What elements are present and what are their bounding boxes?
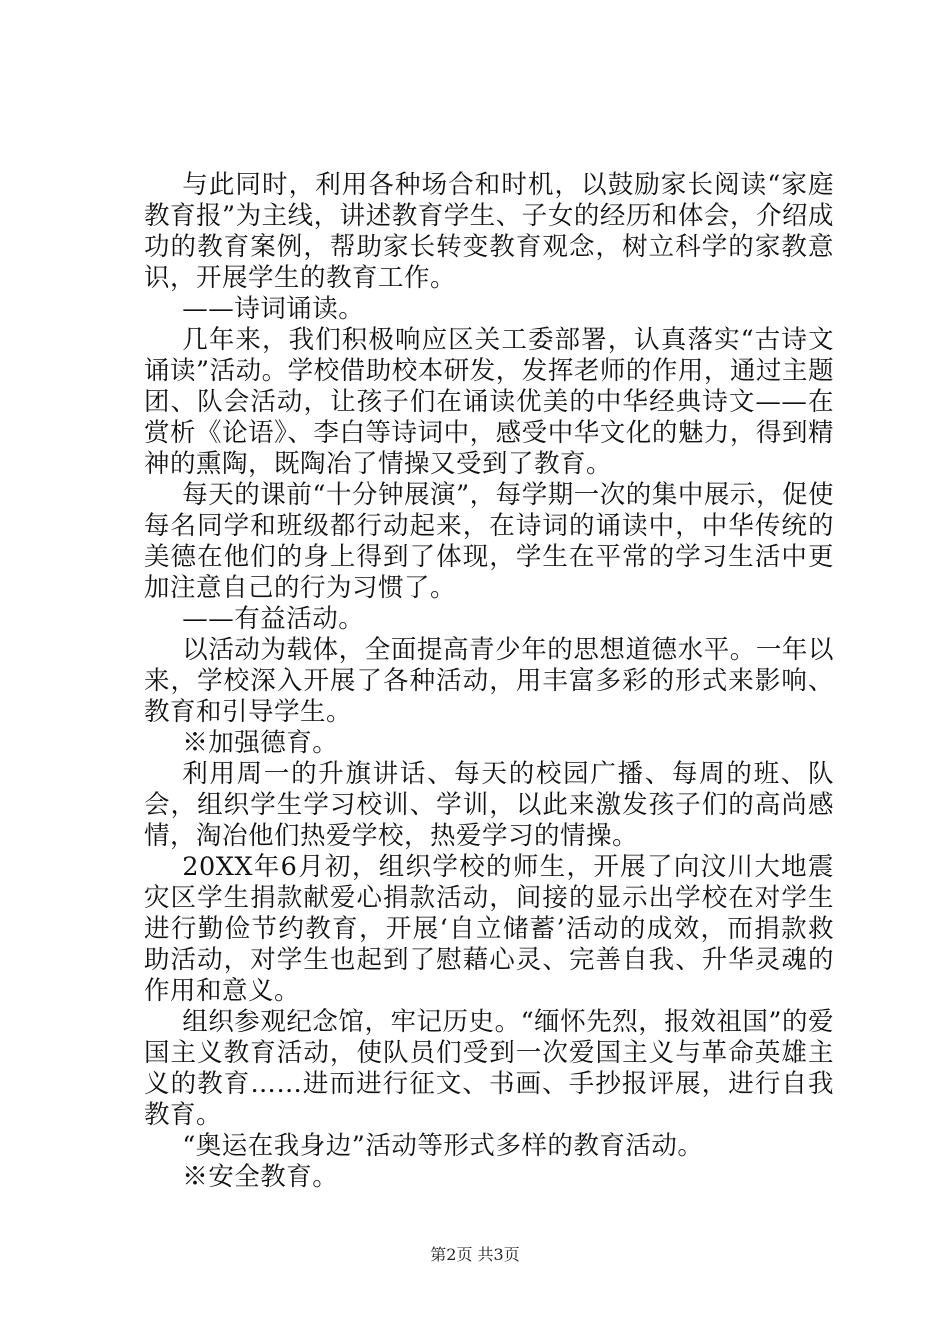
paragraph-memorial-visit: 组织参观纪念馆，牢记历史。“缅怀先烈，报效祖国”的爱国主义教育活动，使队员们受到一次爱国主义与革命英雄主义的教育……进而进行征文、书画、手抄报评展，进行自我教育。 — [144, 1007, 834, 1130]
paragraph-parent-reading: 与此同时，利用各种场合和时机，以鼓励家长阅读“家庭教育报”为主线，讲述教育学生、子女的经历和体会，介绍成功的教育案例，帮助家长转变教育观念，树立科学的家教意识，开展学生的教育工作。 — [144, 170, 834, 293]
heading-moral-education: ※加强德育。 — [182, 728, 339, 758]
paragraph-poetry-activity: 几年来，我们积极响应区关工委部署，认真落实“古诗文诵读”活动。学校借助校本研发，发挥老师的作用，通过主题团、队会活动，让孩子们在诵读优美的中华经典诗文——在赏析《论语》、李白等诗词中，感受中华文化的魅力，得到精神的熏陶，既陶冶了情操又受到了教育。 — [144, 325, 834, 479]
paragraph-olympics: “奥运在我身边”活动等形式多样的教育活动。 — [182, 1131, 704, 1161]
heading-beneficial-activities: ——有益活动。 — [182, 604, 365, 634]
page-footer: 第2页 共3页 — [430, 1245, 520, 1264]
paragraph-donation: 20XX年6月初，组织学校的师生，开展了向汶川大地震灾区学生捐款献爱心捐款活动，间接的显示出学校在对学生进行勤俭节约教育，开展‘自立储蓄’活动的成效，而捐款救助活动，对学生也起到了慰藉心灵、完善自我、升华灵魂的作用和意义。 — [144, 852, 834, 1006]
heading-poetry-recitation: ——诗词诵读。 — [182, 294, 365, 324]
paragraph-flag-raising: 利用周一的升旗讲话、每天的校园广播、每周的班、队会，组织学生学习校训、学训，以此来激发孩子们的高尚感情，淘冶他们热爱学校，热爱学习的情操。 — [144, 759, 834, 851]
document-body — [144, 170, 834, 1193]
paragraph-activity-carrier: 以活动为载体，全面提高青少年的思想道德水平。一年以来，学校深入开展了各种活动，用丰富多彩的形式来影响、教育和引导学生。 — [144, 635, 834, 727]
heading-safety-education: ※安全教育。 — [182, 1162, 339, 1192]
paragraph-daily-showcase: 每天的课前“十分钟展演”，每学期一次的集中展示，促使每名同学和班级都行动起来，在诗词的诵读中，中华传统的美德在他们的身上得到了体现，学生在平常的学习生活中更加注意自己的行为习惯了。 — [144, 480, 834, 603]
